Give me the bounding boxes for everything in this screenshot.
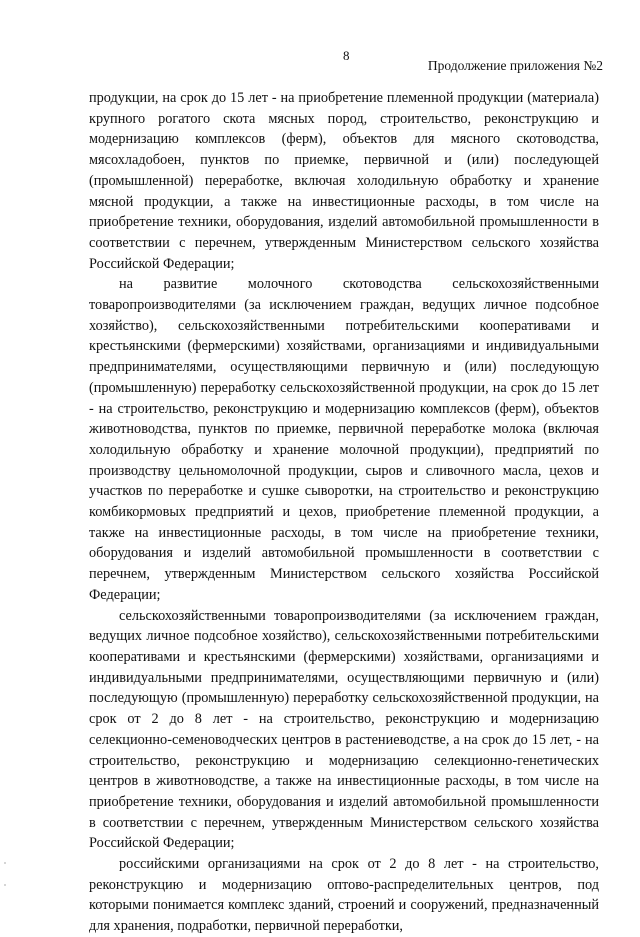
document-body (89, 88, 599, 937)
paragraph: на развитие молочного скотоводства сельскохозяйственными товаропроизводителями (за исключением граждан, ведущих личное подсобное хозяйство), сельскохозяйственными потребительскими кооперативами и крестьянскими (фермерскими) хозяйствами, организациями и индивидуальными предпринимателями, осуществляющими первичную и (или) последующую (промышленную) переработку сельскохозяйственной продукции, на срок до 15 лет - на строительство, реконструкцию и модернизацию комплексов (ферм), объектов животноводства, пунктов по приемке, первичной переработке молока (включая холодильную обработку и хранение молочной продукции), предприятий по производству цельномолочной продукции, сыров и сливочного масла, цехов и участков по переработке и сушке сыворотки, на строительство и реконструкцию комбикормовых предприятий и цехов, приобретение племенной продукции, а также на инвестиционные расходы, в том числе на приобретение техники, оборудования и изделий автомобильной промышленности в соответствии с перечнем, утвержденным Министерством сельского хозяйства Российской Федерации; (89, 276, 599, 603)
paragraph: российскими организациями на срок от 2 до 8 лет - на строительство, реконструкцию и модернизацию оптово-распределительных центров, под которыми понимается комплекс зданий, строений и сооружений, предназначенный для хранения, подработки, первичной переработки, (89, 856, 599, 935)
scan-artifact (4, 862, 6, 864)
scan-artifact (4, 884, 6, 886)
paragraph: сельскохозяйственными товаропроизводителями (за исключением граждан, ведущих личное подсобное хозяйство), сельскохозяйственными потребительскими кооперативами и крестьянскими (фермерскими) хозяйствами, организациями и индивидуальными предпринимателями, осуществляющими первичную и (или) последующую (промышленную) переработку сельскохозяйственной продукции, на срок от 2 до 8 лет - на строительство, реконструкцию и модернизацию селекционно-семеноводческих центров в растениеводстве, а на срок до 15 лет, - на строительство, реконструкцию и модернизацию селекционно-генетических центров в животноводстве, а также на инвестиционные расходы, в том числе на приобретение техники, оборудования и изделий автомобильной промышленности в соответствии с перечнем, утвержденным Министерством сельского хозяйства Российской Федерации; (89, 607, 599, 852)
appendix-note: Продолжение приложения №2 (427, 58, 603, 73)
page-number: 8 (343, 48, 350, 63)
paragraph: продукции, на срок до 15 лет - на приобретение племенной продукции (материала) крупного рогатого скота мясных пород, строительство, реконструкцию и модернизацию комплексов (ферм), объектов для мясного скотоводства, мясохладобоен, пунктов по приемке, первичной и (или) последующей (промышленной) переработке, включая холодильную обработку и хранение мясной продукции, а также на инвестиционные расходы, в том числе на приобретение техники, оборудования, изделий автомобильной промышленности в соответствии с перечнем, утвержденным Министерством сельского хозяйства Российской Федерации; (89, 90, 599, 272)
